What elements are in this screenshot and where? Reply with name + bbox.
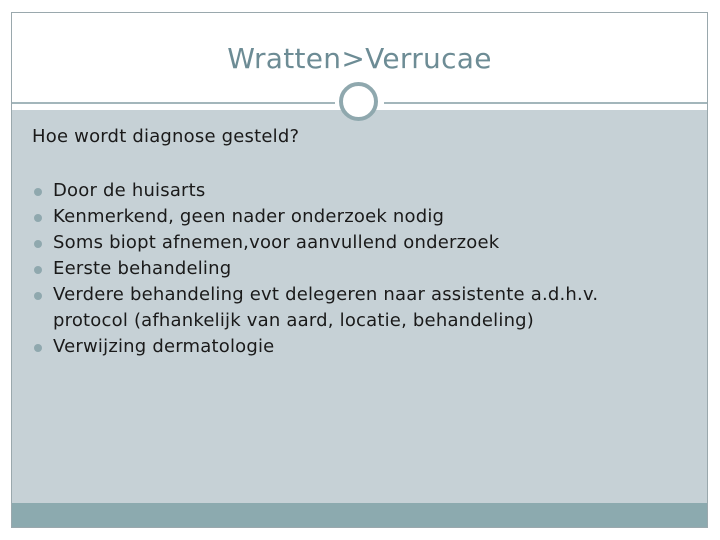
bullet-dot-icon [34, 344, 42, 352]
bullet-dot-icon [34, 188, 42, 196]
bullet-dot-icon [34, 292, 42, 300]
slide-title: Wratten>Verrucae [227, 42, 492, 75]
bullet-text: Soms biopt afnemen,voor aanvullend onderzoek [53, 232, 500, 253]
slide-question: Hoe wordt diagnose gesteld? [32, 126, 300, 147]
circle-ornament-icon [339, 82, 378, 121]
footer-bar [12, 503, 707, 528]
bullet-text-line1: Verdere behandeling evt delegeren naar assistente a.d.h.v. [53, 284, 599, 305]
bullet-item [12, 178, 692, 204]
bullet-text: Eerste behandeling [53, 258, 232, 279]
bullet-dot-icon [34, 214, 42, 222]
bullet-text: Kenmerkend, geen nader onderzoek nodig [53, 206, 445, 227]
title-divider-right [384, 102, 707, 104]
bullet-text-line2: protocol (afhankelijk van aard, locatie, behandeling) [53, 310, 535, 331]
bullet-item [12, 230, 692, 256]
bullet-dot-icon [34, 266, 42, 274]
bullet-list [12, 178, 692, 360]
bullet-item [12, 204, 692, 230]
bullet-item [12, 256, 692, 282]
bullet-item [12, 282, 692, 334]
slide [11, 12, 708, 528]
bullet-text: Door de huisarts [53, 180, 206, 201]
bullet-item [12, 334, 692, 360]
title-divider-left [12, 102, 335, 104]
bullet-text: Verwijzing dermatologie [53, 336, 275, 357]
bullet-dot-icon [34, 240, 42, 248]
